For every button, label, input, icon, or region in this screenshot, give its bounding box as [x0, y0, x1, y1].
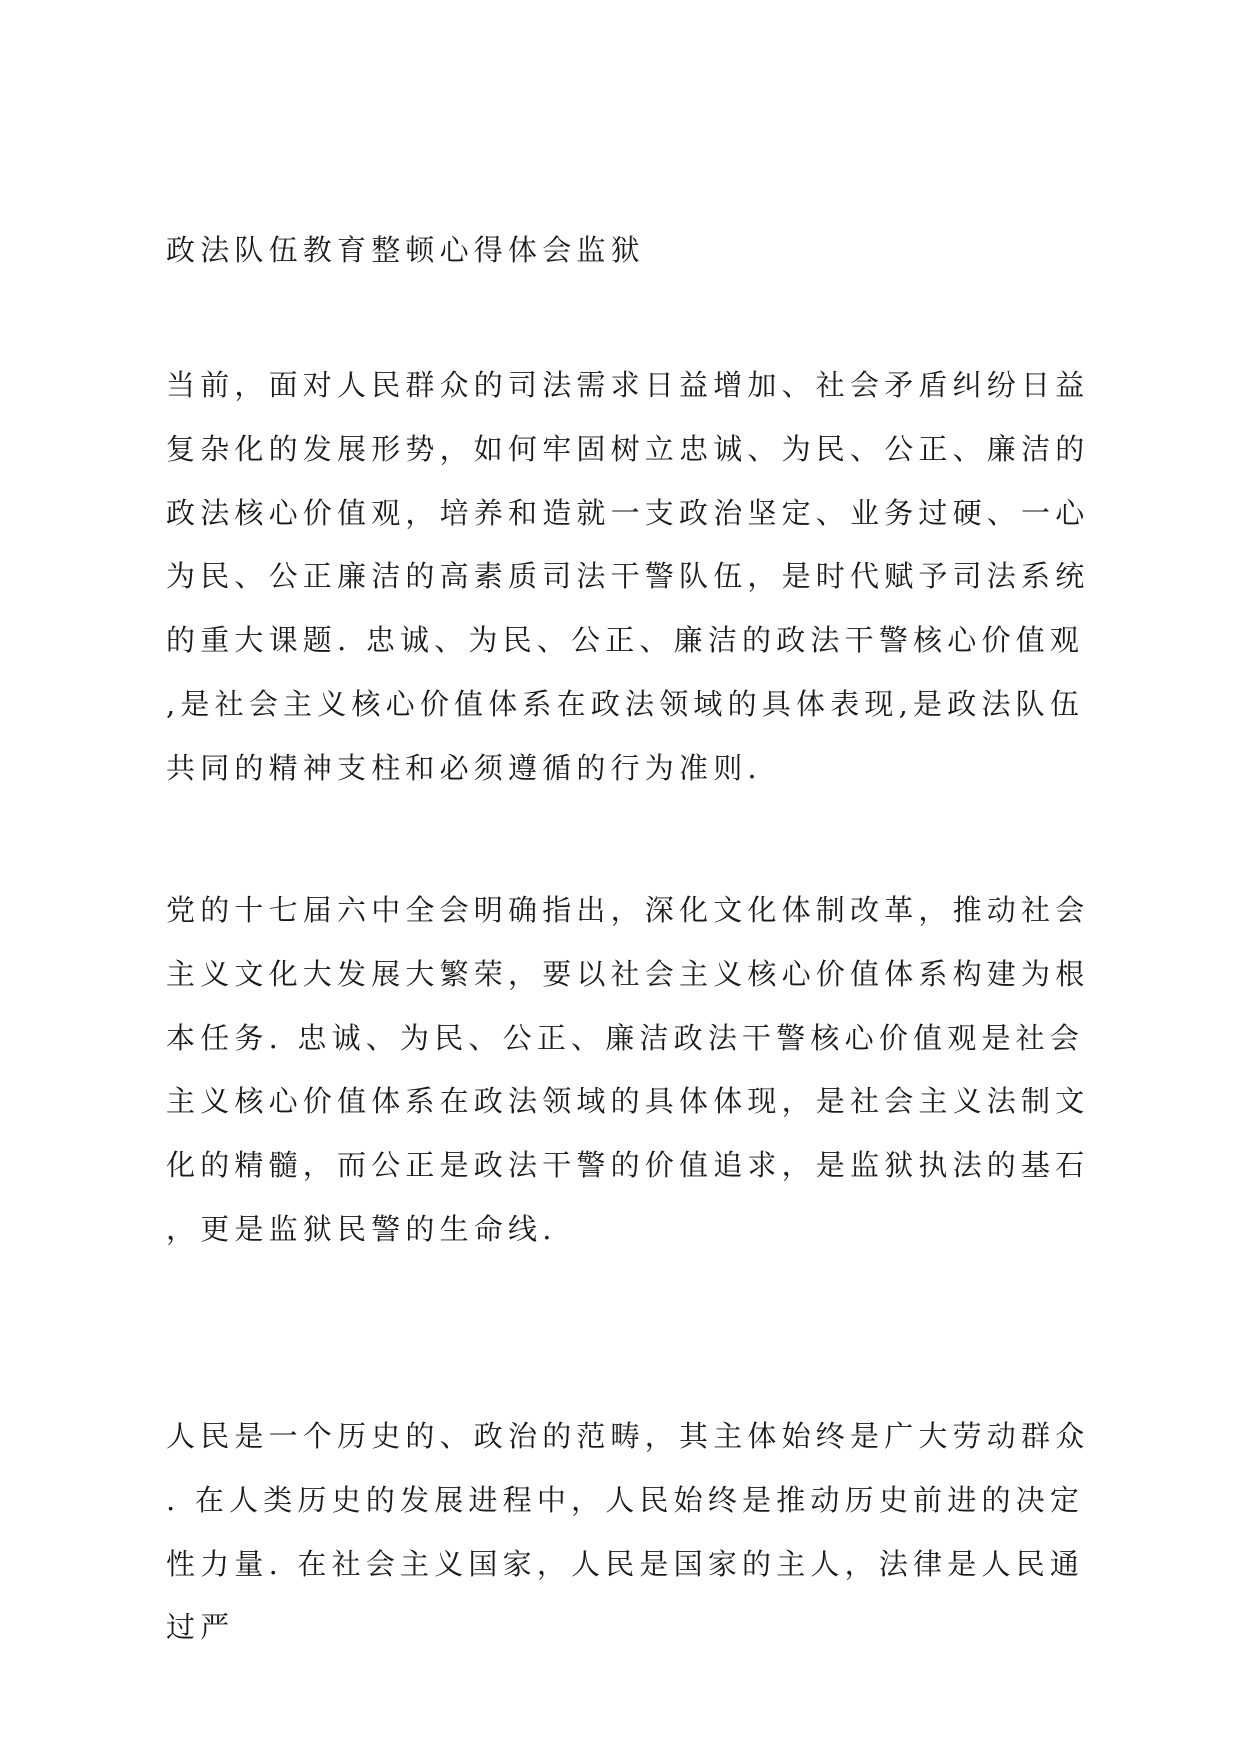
paragraph-1: 当前，面对人民群众的司法需求日益增加、社会矛盾纠纷日益复杂化的发展形势，如何牢固树立忠诚、为民、公正、廉洁的政法核心价值观，培养和造就一支政治坚定、业务过硬、一心为民、公正廉洁的高素质司法干警队伍，是时代赋予司法系统的重大课题. 忠诚、为民、公正、廉洁的政法干警核心价值观,是社会主义核心价值体系在政法领域的具体表现,是政法队伍共同的精神支柱和必须遵循的行为准则.: [166, 368, 1090, 785]
document-title: 政法队伍教育整顿心得体会监狱: [166, 233, 645, 267]
paragraph-3: 人民是一个历史的、政治的范畴，其主体始终是广大劳动群众. 在人类历史的发展进程中，人民始终是推动历史前进的决定性力量. 在社会主义国家，人民是国家的主人，法律是人民通过严: [166, 1419, 1090, 1645]
paragraph-2: 党的十七届六中全会明确指出，深化文化体制改革，推动社会主义文化大发展大繁荣，要以社会主义核心价值体系构建为根本任务. 忠诚、为民、公正、廉洁政法干警核心价值观是社会主义核心价值体系在政法领域的具体体现，是社会主义法制文化的精髓，而公正是政法干警的价值追求，是监狱执法的基石，更是监狱民警的生命线.: [166, 893, 1090, 1246]
